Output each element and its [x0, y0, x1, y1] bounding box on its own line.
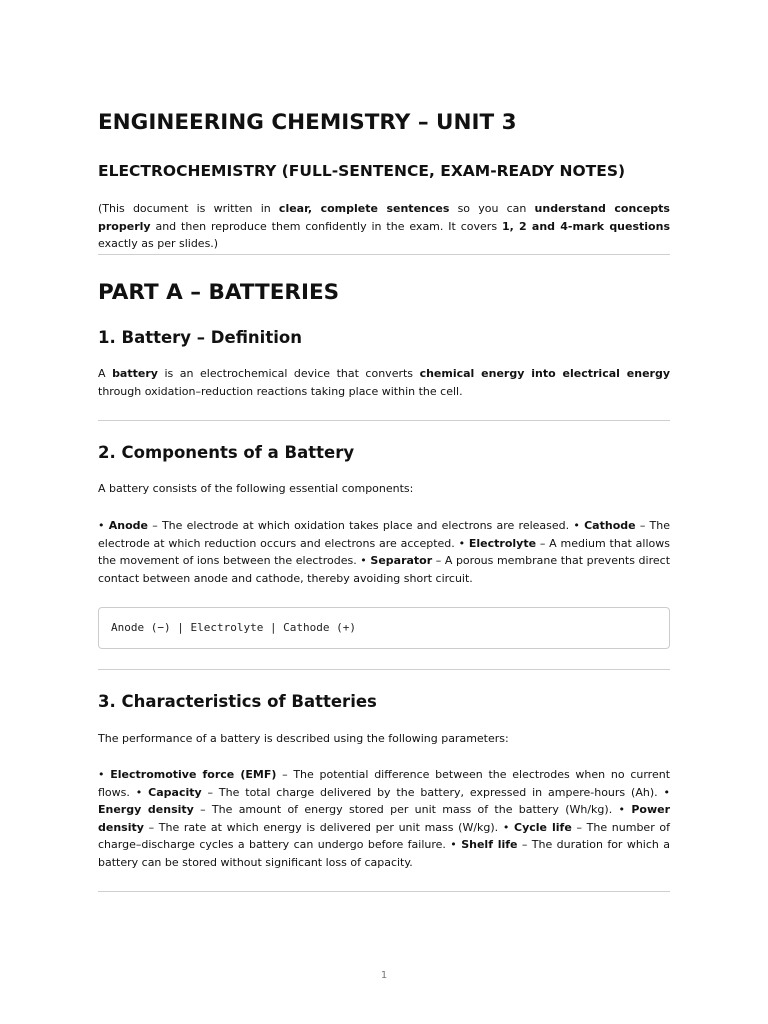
page-number: 1	[380, 970, 388, 981]
document-subtitle: ELECTROCHEMISTRY (FULL-SENTENCE, EXAM-READY NOTES)	[98, 162, 626, 180]
section-3-characteristics-list: • Electromotive force (EMF) – The potential difference between the electrodes when no current flows. • Capacity – The total charge delivered by the battery, expressed in ampere-hours (Ah). • Energy density – The amount of energy stored per unit mass of the battery (Wh/kg). • Power density – The rate at which energy is delivered per unit mass (W/kg). • Cycle life – The number of charge–discharge cycles a battery can undergo before failure. • Shelf life – The duration for which a battery can be stored without significant loss of capacity.	[98, 768, 671, 869]
cell-notation-text: Anode (−) | Electrolyte | Cathode (+)	[111, 621, 357, 634]
cell-notation-code-block	[98, 607, 670, 649]
section-3-heading: 3. Characteristics of Batteries	[98, 692, 377, 711]
divider	[98, 891, 670, 892]
divider	[98, 669, 670, 670]
section-2-heading: 2. Components of a Battery	[98, 443, 355, 462]
section-3-lead: The performance of a battery is described using the following parameters:	[98, 732, 509, 745]
section-2-lead: A battery consists of the following essential components:	[98, 482, 414, 495]
divider	[98, 254, 670, 255]
intro-paragraph: (This document is written in clear, complete sentences so you can understand concepts properly and then reproduce them confidently in the exam. It covers 1, 2 and 4-mark questions exactly as per slides.)	[98, 202, 670, 250]
divider	[98, 420, 670, 421]
document-title: ENGINEERING CHEMISTRY – UNIT 3	[98, 110, 517, 135]
section-1-paragraph: A battery is an electrochemical device that converts chemical energy into electrical energy through oxidation–reduction reactions taking place within the cell.	[98, 367, 670, 398]
section-2-components-list: • Anode – The electrode at which oxidation takes place and electrons are released. • Cathode – The electrode at which reduction occurs and electrons are accepted. • Electrolyte – A medium that allows the movement of ions between the electrodes. • Separator – A porous membrane that prevents direct contact between anode and cathode, thereby avoiding short circuit.	[98, 519, 671, 585]
section-1-heading: 1. Battery – Definition	[98, 328, 302, 347]
part-a-heading: PART A – BATTERIES	[98, 280, 340, 305]
